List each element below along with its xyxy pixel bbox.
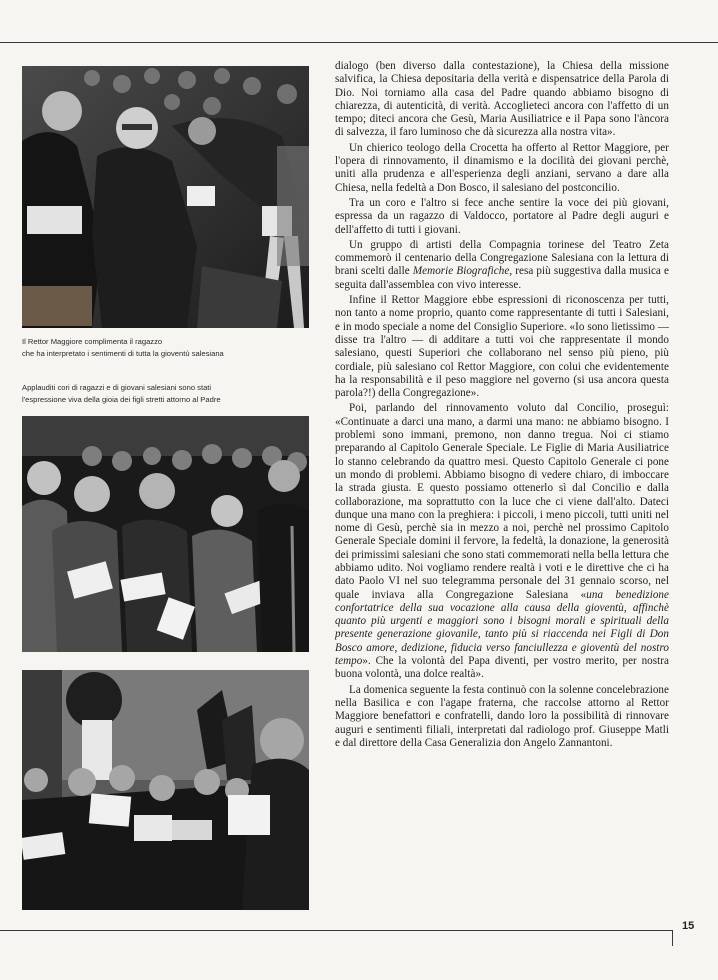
article-paragraph: Infine il Rettor Maggiore ebbe espressioni di riconoscenza per tutti, non tanto a nome proprio, quanto come rappresentante di tutti i Salesiani, e in modo speciale a nome del Consiglio Superiore. «Io sono lietissimo — disse tra l'altro — di additare a tutti voi che rappresentate il mondo salesiano, questi Superiori che collaborano nel senso più pieno, più cordiale, più salesiano col Rettor Maggiore, con colui che evidentemente ha la responsabilità e il peso maggiore nel governo (si usa ancora questa parola?!) della Congregazione».	[335, 294, 669, 400]
article-paragraph	[335, 402, 669, 681]
photo-rector-greeting-boy	[22, 66, 309, 328]
photo-rector-greeting-boy-image	[22, 66, 309, 328]
photo-young-salesians-singing-image	[22, 670, 309, 910]
article-paragraph: dialogo (ben diverso dalla contestazione), la Chiesa della missione salvifica, la Chiesa depositaria della verità e dispensatrice della Parola di Dio. Noi torniamo alla casa del Padre quando abbiamo bisogno di chiarezza, di autenticità, di verità. Accoglieteci ancora con l'affetto di un tempo; diteci ancora che Gesù, Maria Ausiliatrice e il Papa sono l'àncora di salvezza, il faro luminoso che dà sicurezza alla nostra vita».	[335, 60, 669, 139]
article-paragraph	[335, 239, 669, 292]
page-number: 15	[682, 920, 695, 932]
article-text: Poi, parlando del rinnovamento voluto dal Concilio, proseguì: «Continuate a darci una mano, a darmi una mano: ne abbiamo bisogno. I problemi sono immani, premono, non danno tregua. Noi ci stiamo preparando al Capitolo Generale Speciale. Le Figlie di Maria Ausiliatrice lo stanno celebrando da quattro mesi. Questo Capitolo Generale ci pone un mondo di problemi. Abbiamo bisogno di vedere chiaro, di imboccare la strada giusta. E questo possiamo ottenerlo sì dal Concilio e dalla collaborazione, ma soprattutto con la luce che ci viene dall'alto. Dateci dunque una mano con la preghiera: i piccoli, i meno piccoli, tutti uniti nel nome di Gesù, perchè sia in mezzo a noi, perchè nel prossimo Capitolo Generale Speciale domini il fervore, la fedeltà, la donazione, la generosità dei primissimi salesiani che sono stati commemorati nella bella lettura che abbiamo udito. Noi vogliamo rendere realtà i voti e le direttive che ci ha dato Paolo VI nel suo telegramma personale del 31 gennaio scorso, nel quale inviava alla Congregazione Salesiana «	[335, 402, 669, 601]
caption-photo-2	[22, 382, 312, 406]
top-rule	[0, 42, 718, 43]
page-number-rule	[672, 930, 713, 946]
article-emphasis: una benedizione confortatrice della sua vocazione alla causa della gioventù, affinchè quanto più urgenti e maggiori sono i bisogni morali e spirituali della presente generazione giovanile, tanto più si riaccenda nei Figli di Don Bosco amore, dedizione, fiducia verso fanciullezza e gioventù del nostro tempo	[335, 588, 669, 668]
photo-boys-choir	[22, 416, 309, 652]
article-text: , resa più suggestiva dalla musica e seguita dall'assemblea con vivo interesse.	[335, 265, 669, 291]
article-emphasis: Memorie Biografiche	[412, 265, 510, 278]
article-text: ». Che la volontà del Papa diventi, per vostro merito, per nostra buona volontà, una dolce realtà».	[335, 655, 669, 681]
photo-boys-choir-image	[22, 416, 309, 652]
article-paragraph: Un chierico teologo della Crocetta ha offerto al Rettor Maggiore, per l'opera di rinnovamento, il dinamismo e la docilità dei giovani perchè, uniti alla prudenza e all'esperienza degli anziani, servano a dare alla Chiesa, nella fedeltà a Don Bosco, il salesiano del postconcilio.	[335, 141, 669, 194]
caption-2-line-2: l'espressione viva della gioia dei figli stretti attorno al Padre	[22, 395, 221, 404]
article-body	[335, 60, 669, 752]
caption-photo-1	[22, 336, 312, 360]
article-paragraph: Tra un coro e l'altro si fece anche sentire la voce dei più giovani, espressa da un ragazzo di Valdocco, portatore al Padre degli auguri e dell'affetto di tutti i giovani.	[335, 196, 669, 236]
caption-1-line-1: Il Rettor Maggiore complimenta il ragazzo	[22, 337, 163, 346]
caption-1-line-2: che ha interpretato i sentimenti di tutta la gioventù salesiana	[22, 349, 224, 358]
caption-2-line-1: Applauditi cori di ragazzi e di giovani salesiani sono stati	[22, 383, 212, 392]
bottom-rule	[0, 930, 672, 931]
photo-young-salesians-singing	[22, 670, 309, 910]
article-text: Un gruppo di artisti della Compagnia torinese del Teatro Zeta commemorò il centenario della Congregazione Salesiana con la lettura di brani scelti dalle	[335, 238, 669, 278]
article-paragraph: La domenica seguente la festa continuò con la solenne concelebrazione nella Basilica e con l'agape fraterna, che raccolse attorno al Rettor Maggiore benefattori e confratelli, dando loro la possibilità di rinnovare auguri e sentimenti filiali, interpretati dal radiologo prof. Giuseppe Matli e dal direttore della Casa Generalizia don Angelo Zannantoni.	[335, 683, 669, 749]
